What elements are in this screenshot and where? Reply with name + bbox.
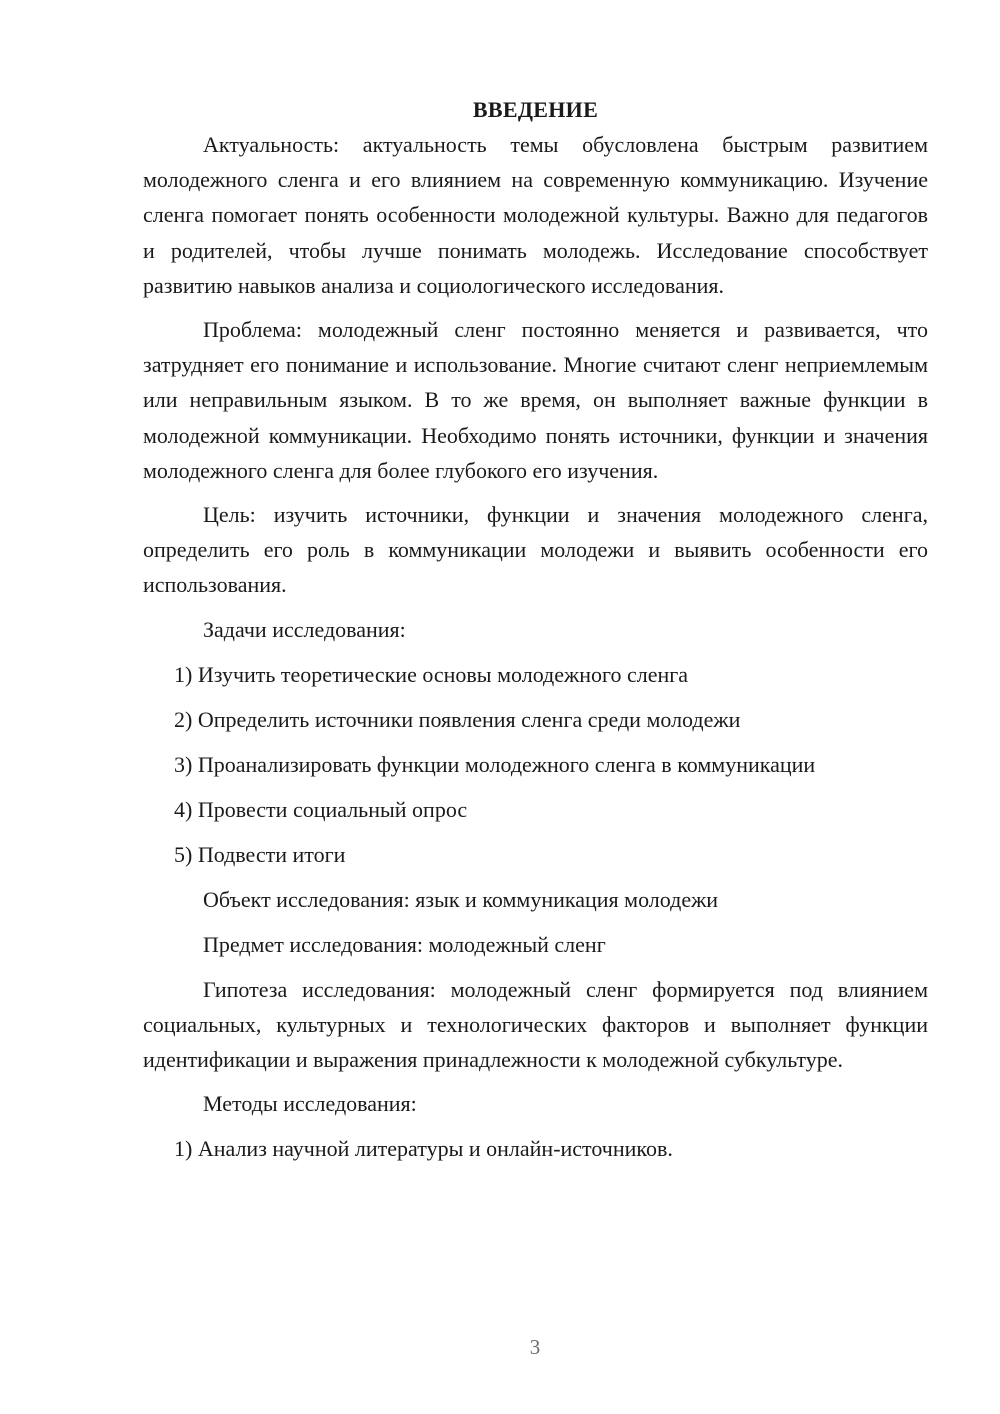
subject-line: Предмет исследования: молодежный сленг [203,931,606,957]
list-item: 3) Проанализировать функции молодежного сленга в коммуникации [174,751,816,777]
document-page [143,92,928,1176]
methods-list [143,1131,928,1166]
tasks-title: Задачи исследования: [203,616,406,642]
methods-title: Методы исследования: [203,1091,417,1117]
goal-paragraph: Цель: изучить источники, функции и значения молодежного сленга, определить его роль в коммуникации молодежи и выявить особенности его использования. [143,502,928,598]
object-line: Объект исследования: язык и коммуникация молодежи [203,886,719,912]
hypothesis-paragraph: Гипотеза исследования: молодежный сленг формируется под влиянием социальных, культурных и технологических факторов и выполняет функции идентификации и выражения принадлежности к молодежной субкультуре. [143,976,928,1073]
list-item: 5) Подвести итоги [174,841,346,867]
list-item: 1) Изучить теоретические основы молодежного сленга [174,661,689,687]
section-heading: ВВЕДЕНИЕ [472,97,599,122]
list-item: 1) Анализ научной литературы и онлайн-источников. [174,1136,673,1162]
relevance-paragraph: Актуальность: актуальность темы обусловлена быстрым развитием молодежного сленга и его влиянием на современную коммуникацию. Изучение сленга помогает понять особенности молодежной культуры. Важно для педагогов и родителей, чтобы лучше понимать молодежь. Исследование способствует развитию навыков анализа и социологического исследования. [143,132,928,298]
tasks-list [143,657,928,872]
problem-paragraph: Проблема: молодежный сленг постоянно меняется и развивается, что затрудняет его понимание и использование. Многие считают сленг неприемлемым или неправильным языком. В то же время, он выполняет важные функции в молодежной коммуникации. Необходимо понять источники, функции и значения молодежного сленга для более глубокого его изучения. [143,317,928,483]
list-item: 4) Провести социальный опрос [174,796,468,822]
list-item: 2) Определить источники появления сленга среди молодежи [174,706,741,732]
page-number: 3 [529,1335,541,1359]
